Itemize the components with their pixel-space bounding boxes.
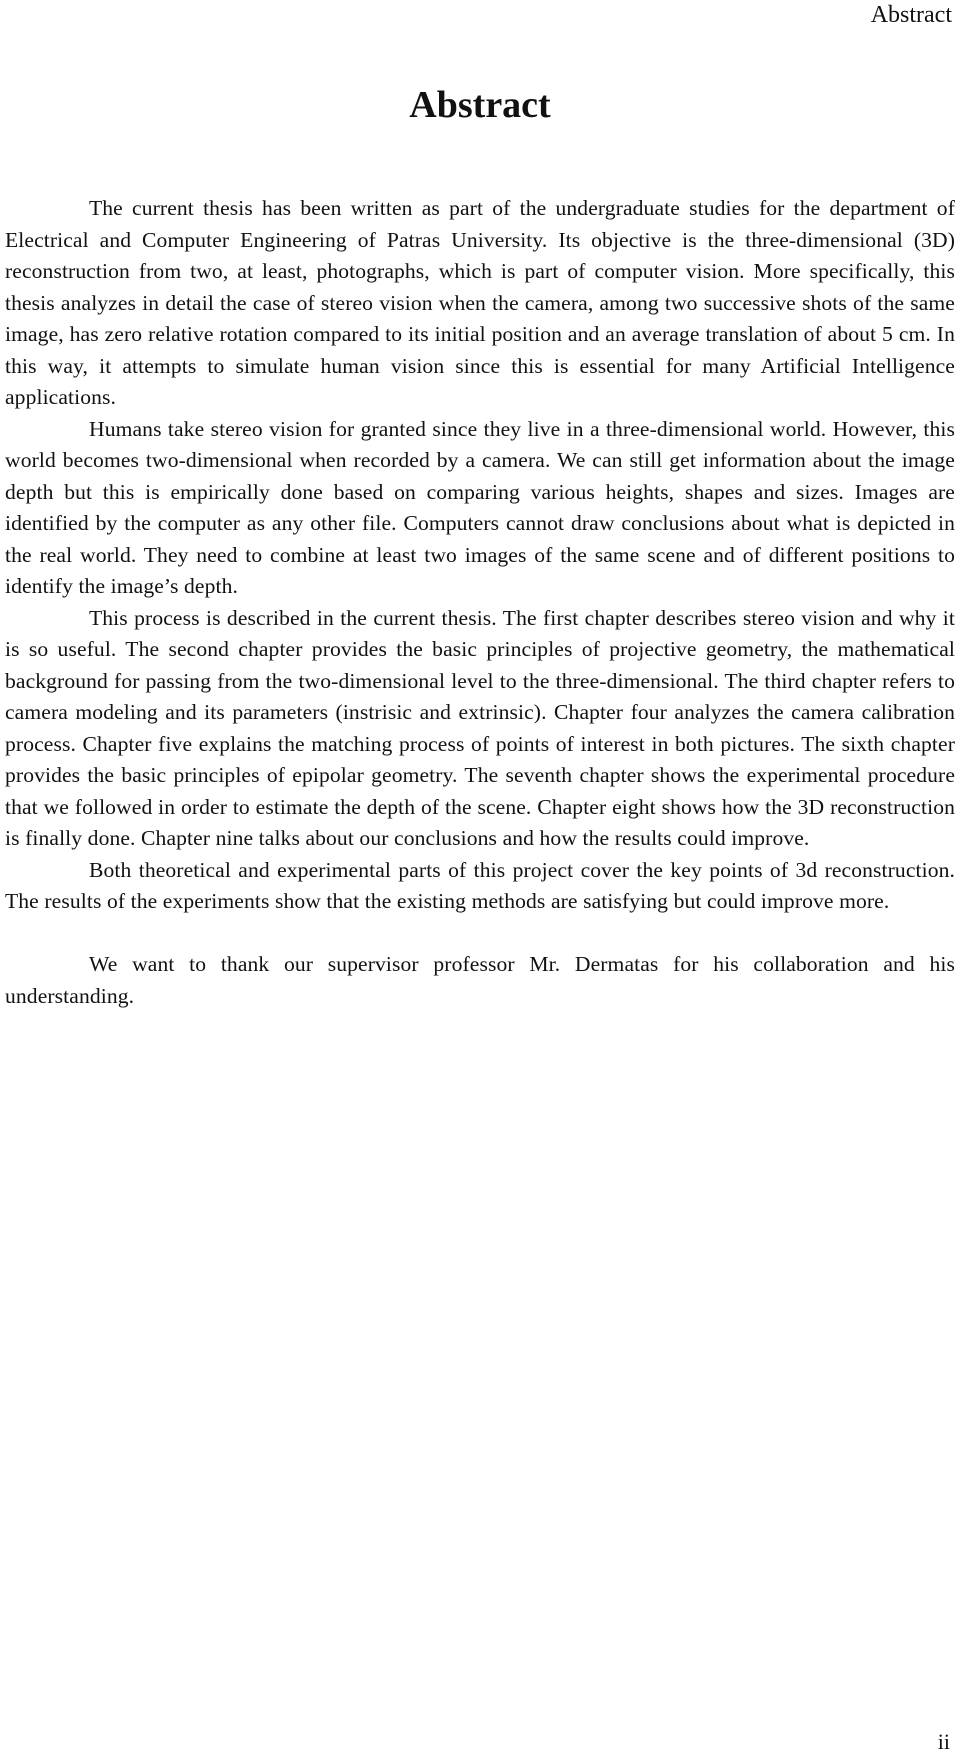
abstract-paragraph: Both theoretical and experimental parts of this project cover the key points of 3d reconstruction. The results of the experiments show that the existing methods are satisfying but could improve more. (5, 857, 955, 913)
page-number: ii (937, 1729, 950, 1754)
abstract-paragraph: Humans take stereo vision for granted since they live in a three-dimensional world. However, this world becomes two-dimensional when recorded by a camera. We can still get information about the image depth but this is empirically done based on comparing various heights, shapes and sizes. Images are identified by the computer as any other file. Computers cannot draw conclusions about what is depicted in the real world. They need to combine at least two images of the same scene and of different positions to identify the image’s depth. (5, 416, 955, 598)
page-title: Abstract (409, 84, 551, 126)
abstract-body (5, 193, 955, 1012)
running-header: Abstract (870, 2, 952, 28)
abstract-paragraph: This process is described in the current thesis. The first chapter describes stereo vision and why it is so useful. The second chapter provides the basic principles of projective geometry, the mathematical background for passing from the two-dimensional level to the three-dimensional. The third chapter refers to camera modeling and its parameters (instrisic and extrinsic). Chapter four analyzes the camera calibration process. Chapter five explains the matching process of points of interest in both pictures. The sixth chapter provides the basic principles of epipolar geometry. The seventh chapter shows the experimental procedure that we followed in order to estimate the depth of the scene. Chapter eight shows how the 3D reconstruction is finally done. Chapter nine talks about our conclusions and how the results could improve. (5, 605, 955, 850)
acknowledgement-paragraph: We want to thank our supervisor professor Mr. Dermatas for his collaboration and his understanding. (5, 952, 955, 1008)
abstract-paragraph: The current thesis has been written as part of the undergraduate studies for the department of Electrical and Computer Engineering of Patras University. Its objective is the three-dimensional (3D) reconstruction from two, at least, photographs, which is part of computer vision. More specifically, this thesis analyzes in detail the case of stereo vision when the camera, among two successive shots of the same image, has zero relative rotation compared to its initial position and an average translation of about 5 cm. In this way, it attempts to simulate human vision since this is essential for many Artificial Intelligence applications. (5, 196, 955, 409)
